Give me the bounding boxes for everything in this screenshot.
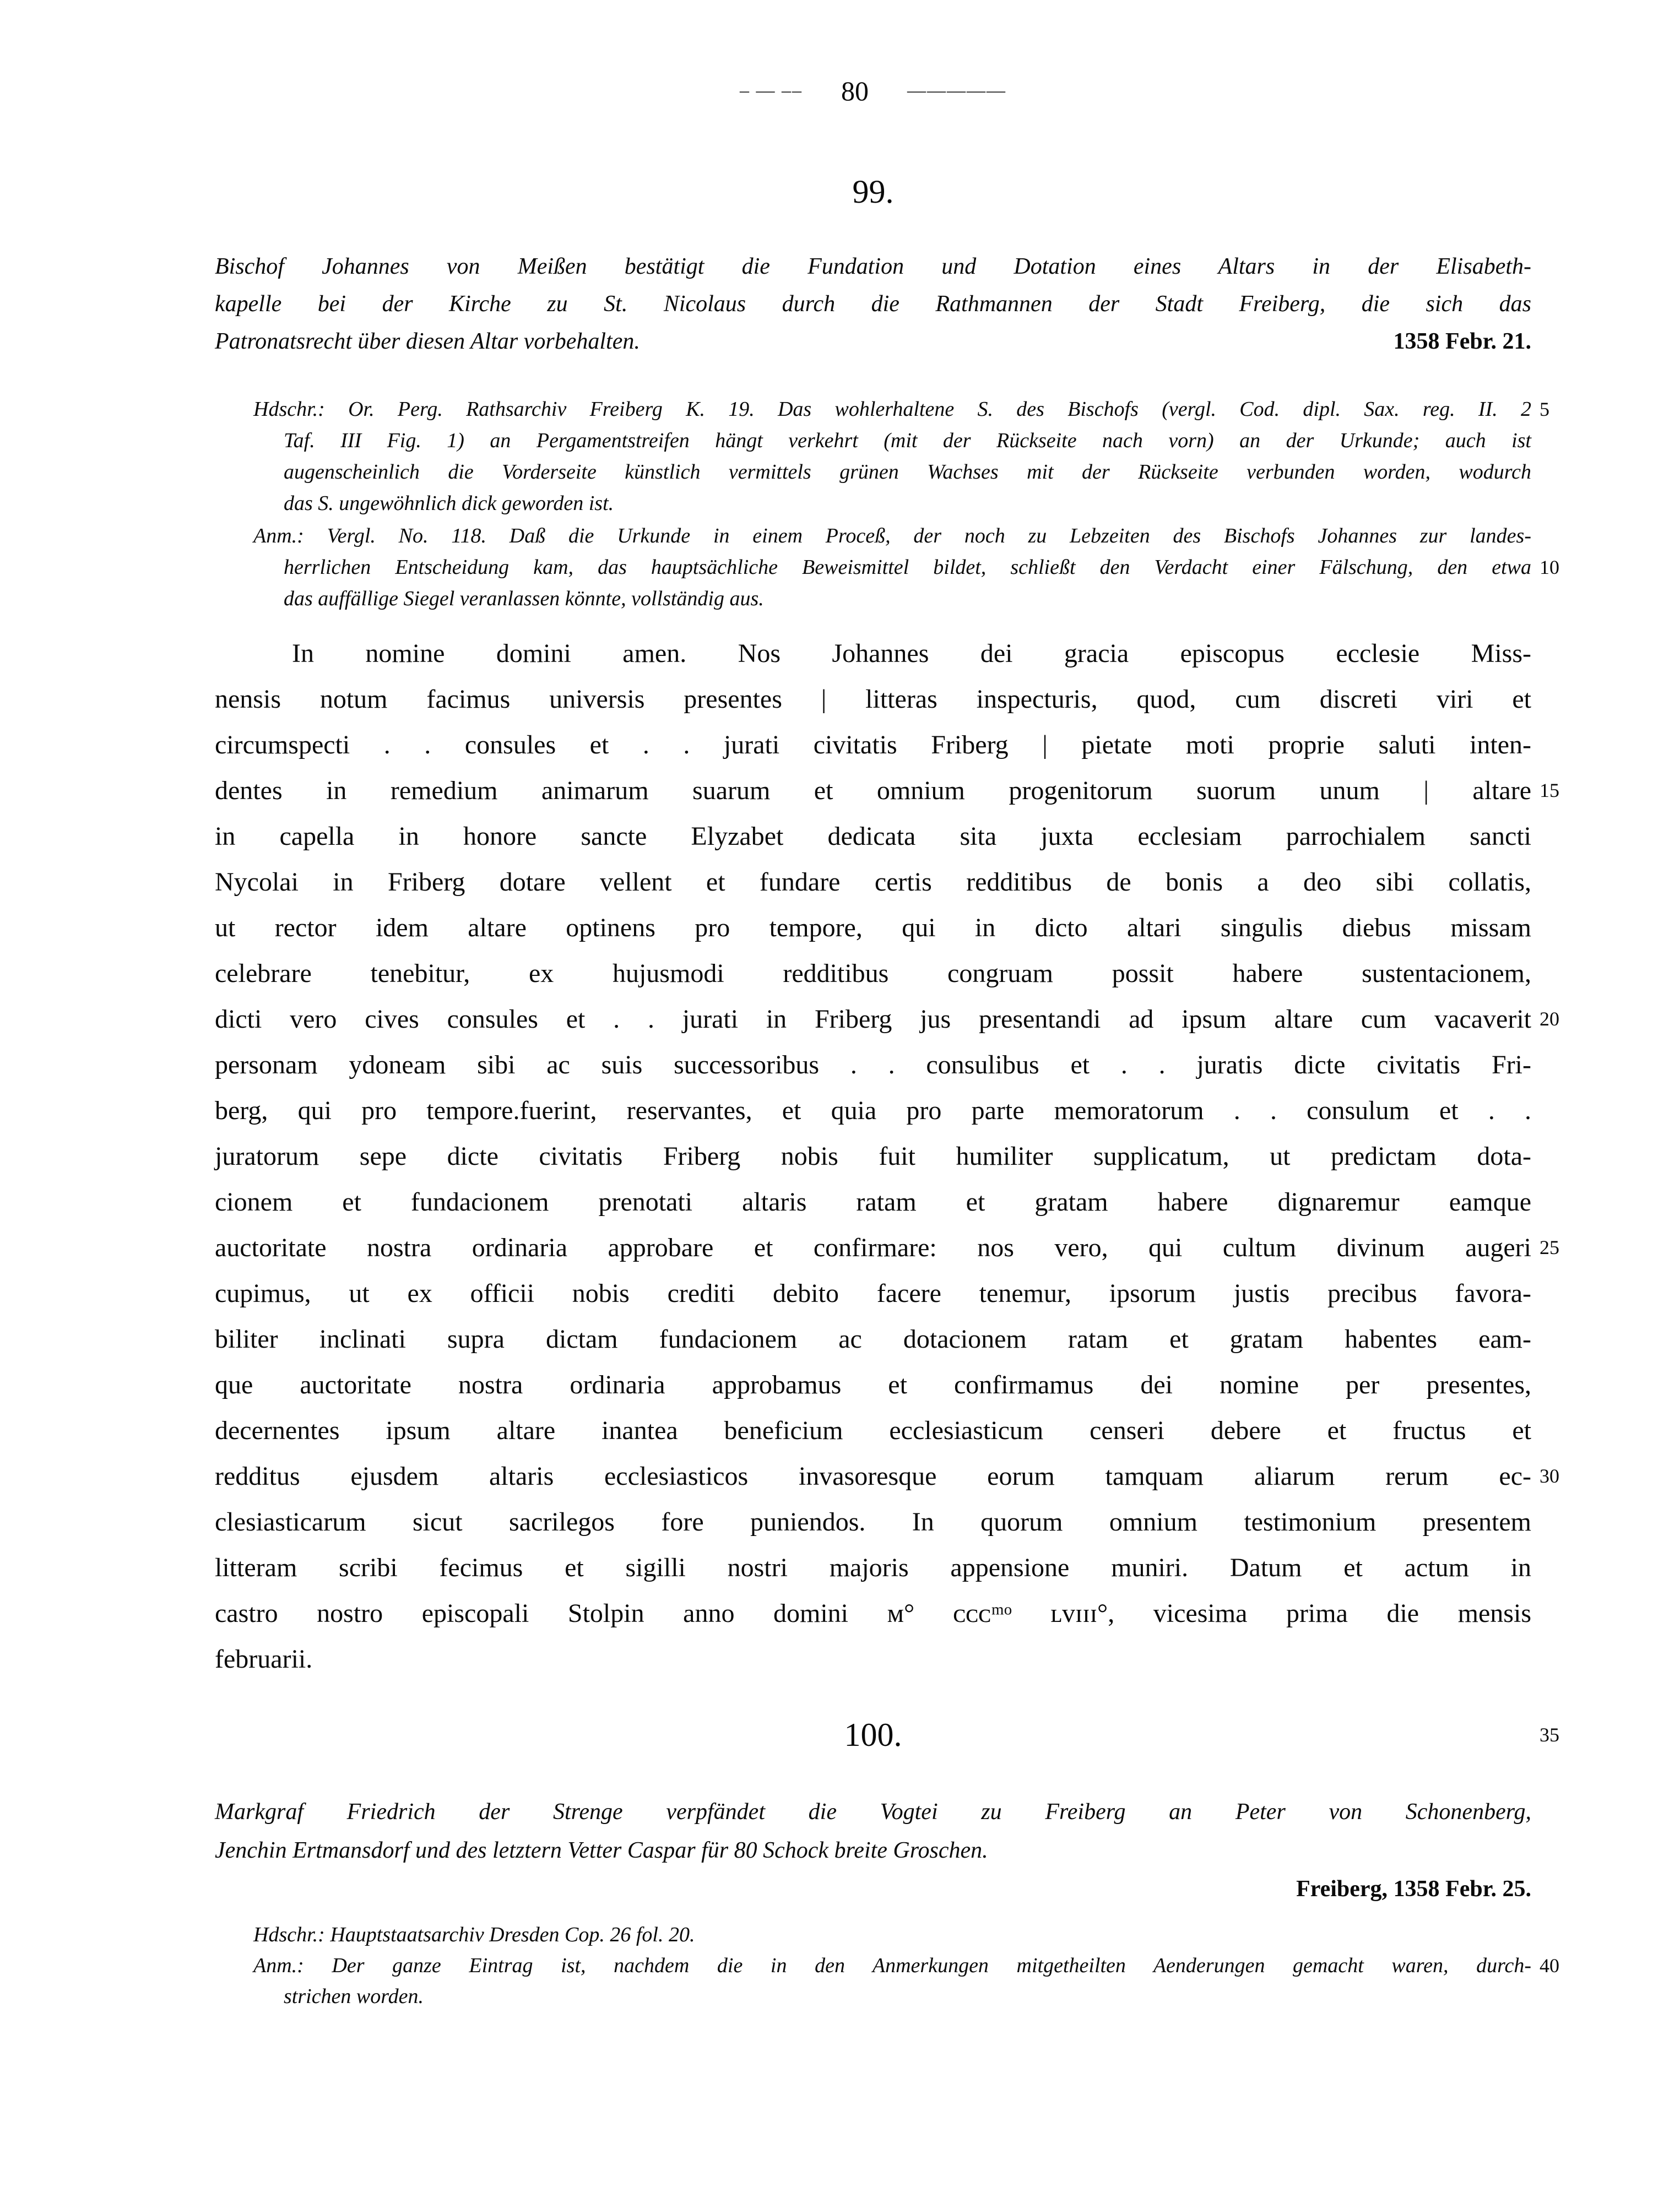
- entry-99-body-text: [215, 631, 1559, 1682]
- body-line: [215, 1545, 1531, 1591]
- body-line: [215, 813, 1531, 859]
- note-text: Anm.: Der ganze Eintrag ist, nachdem die in den Anmerkungen mitgetheilten Aenderungen gemacht waren, durch-: [253, 1954, 1531, 1977]
- margin-line-number: 20: [1540, 1008, 1559, 1030]
- margin-line-number: 40: [1540, 1955, 1559, 1977]
- body-text: celebrare tenebitur, ex hujusmodi redditibus congruam possit habere sustentacionem,: [215, 959, 1531, 988]
- note-text: augenscheinlich die Vorderseite künstlich vermittels grünen Wachses mit der Rückseite verbunden worden, wodurch: [284, 460, 1531, 484]
- body-text: personam ydoneam sibi ac suis successoribus . . consulibus et . . juratis dicte civitatis Fri-: [215, 1050, 1531, 1079]
- body-line: [215, 1362, 1531, 1408]
- regest-line: [215, 1870, 1531, 1908]
- body-text: clesiasticarum sicut sacrilegos fore puniendos. In quorum omnium testimonium presentem: [215, 1507, 1531, 1537]
- entry-100-heading: [215, 1713, 1559, 1757]
- margin-line-number: 15: [1540, 779, 1559, 801]
- body-line: [215, 1179, 1531, 1225]
- body-line: [215, 1408, 1531, 1453]
- note-text: Taf. III Fig. 1) an Pergamentstreifen hängt verkehrt (mit der Rückseite nach vorn) an der Urkunde; auch ist: [284, 429, 1531, 452]
- body-line: [215, 631, 1531, 676]
- body-line: [215, 1636, 1531, 1682]
- note-line: [253, 457, 1531, 488]
- regest-line: [215, 248, 1531, 285]
- body-text: cupimus, ut ex officii nobis crediti debito facere tenemur, ipsorum justis precibus favora-: [215, 1279, 1531, 1308]
- note-line: [253, 425, 1531, 457]
- note-text: Hdschr.: Hauptstaatsarchiv Dresden Cop. 26 fol. 20.: [253, 1923, 695, 1946]
- page-number: 80: [841, 75, 869, 106]
- note-line: [253, 552, 1559, 583]
- entry-99-anm-note: [253, 520, 1559, 615]
- body-text: litteram scribi fecimus et sigilli nostri majoris appensione muniri. Datum et actum in: [215, 1553, 1531, 1582]
- body-text: dentes in remedium animarum suarum et omnium progenitorum suorum unum | altare: [215, 776, 1531, 805]
- body-text: que auctoritate nostra ordinaria approbamus et confirmamus dei nomine per presentes,: [215, 1370, 1531, 1399]
- body-text: decernentes ipsum altare inantea beneficium ecclesiasticum censeri debere et fructus et: [215, 1416, 1531, 1445]
- body-text: In nomine domini amen. Nos Johannes dei gracia episcopus ecclesie Miss-: [292, 639, 1531, 668]
- entry-99-hdschr-note: [253, 394, 1549, 519]
- body-text: circumspecti . . consules et . . jurati civitatis Friberg | pietate moti proprie saluti inten-: [215, 730, 1531, 759]
- entry-99-regest: [215, 248, 1531, 360]
- note-line: [253, 1919, 1531, 1950]
- body-line: [215, 1591, 1531, 1636]
- entry-100-number: 100.: [844, 1717, 902, 1753]
- note-text: das S. ungewöhnlich dick geworden ist.: [284, 492, 614, 515]
- entry-100-regest: [215, 1793, 1531, 1908]
- entry-100-date: Freiberg, 1358 Febr. 25.: [1296, 1876, 1531, 1902]
- margin-line-number: 10: [1540, 556, 1559, 578]
- entry-99-date: 1358 Febr. 21.: [1393, 329, 1531, 354]
- note-line: [253, 488, 1531, 519]
- regest-line: [215, 285, 1531, 323]
- entry-99-heading: 99.: [852, 173, 894, 210]
- regest-line: [215, 1793, 1531, 1831]
- note-line: [253, 583, 1531, 615]
- note-text: Hdschr.: Or. Perg. Rathsarchiv Freiberg K. 19. Das wohlerhaltene S. des Bischofs (vergl. Cod. dipl. Sax. reg. II. 2: [253, 398, 1531, 421]
- body-line: [215, 1042, 1531, 1088]
- note-line: [253, 1950, 1559, 1981]
- note-line: [253, 520, 1531, 552]
- regest-line: [215, 323, 1531, 360]
- note-text: strichen worden.: [284, 1985, 424, 2008]
- regest-text: Jenchin Ertmansdorf und des letztern Vetter Caspar für 80 Schock breite Groschen.: [215, 1838, 988, 1863]
- body-text: februarii.: [215, 1644, 313, 1674]
- body-line: [215, 1316, 1531, 1362]
- note-text: Anm.: Vergl. No. 118. Daß die Urkunde in einem Proceß, der noch zu Lebzeiten des Bischofs Johannes zur landes-: [253, 524, 1531, 547]
- header-rule-right: —————: [907, 80, 1006, 101]
- note-line: [253, 1981, 1531, 2012]
- margin-line-number: 30: [1540, 1465, 1559, 1487]
- body-line: [215, 1499, 1531, 1545]
- body-line: [215, 859, 1531, 905]
- body-text: biliter inclinati supra dictam fundacionem ac dotacionem ratam et gratam habentes eam-: [215, 1325, 1531, 1354]
- body-line: [215, 1453, 1559, 1499]
- body-line: [215, 768, 1559, 813]
- entry-100-notes: [253, 1919, 1559, 2012]
- body-line: [215, 676, 1531, 722]
- regest-line: [215, 1831, 1531, 1870]
- margin-line-number: 5: [1540, 398, 1549, 420]
- body-text: cionem et fundacionem prenotati altaris ratam et gratam habere dignaremur eamque: [215, 1187, 1531, 1217]
- note-text: herrlichen Entscheidung kam, das hauptsächliche Beweismittel bildet, schließt den Verdacht einer Fälschung, den etwa: [284, 556, 1531, 579]
- body-text: castro nostro episcopali Stolpin anno domini ᴍ° ᴄᴄᴄᵐᵒ ʟᴠɪɪɪ°, vicesima prima die mensis: [215, 1599, 1531, 1628]
- body-line: [215, 951, 1531, 996]
- body-line: [215, 1225, 1559, 1271]
- regest-text: Patronatsrecht über diesen Altar vorbehalten.: [215, 329, 640, 354]
- regest-text: Bischof Johannes von Meißen bestätigt die Fundation und Dotation eines Altars in der Elisabeth-: [215, 254, 1531, 279]
- header-rule-left: – — ––: [740, 80, 803, 101]
- regest-text: kapelle bei der Kirche zu St. Nicolaus durch die Rathmannen der Stadt Freiberg, die sich das: [215, 291, 1531, 317]
- body-text: nensis notum facimus universis presentes | litteras inspecturis, quod, cum discreti viri et: [215, 685, 1531, 714]
- body-text: auctoritate nostra ordinaria approbare et confirmare: nos vero, qui cultum divinum augeri: [215, 1233, 1531, 1262]
- body-text: berg, qui pro tempore.fuerint, reservantes, et quia pro parte memoratorum . . consulum et . .: [215, 1096, 1531, 1125]
- body-line: [215, 1133, 1531, 1179]
- margin-line-number: 25: [1540, 1236, 1559, 1258]
- body-text: dicti vero cives consules et . . jurati in Friberg jus presentandi ad ipsum altare cum vacaverit: [215, 1005, 1531, 1034]
- page-header: [215, 72, 1531, 110]
- body-text: in capella in honore sancte Elyzabet dedicata sita juxta ecclesiam parrochialem sancti: [215, 822, 1531, 851]
- body-text: redditus ejusdem altaris ecclesiasticos invasoresque eorum tamquam aliarum rerum ec-: [215, 1462, 1531, 1491]
- body-line: [215, 996, 1559, 1042]
- body-text: ut rector idem altare optinens pro tempore, qui in dicto altari singulis diebus missam: [215, 913, 1531, 942]
- body-text: Nycolai in Friberg dotare vellent et fundare certis redditibus de bonis a deo sibi collatis,: [215, 867, 1531, 897]
- body-line: [215, 1271, 1531, 1316]
- body-line: [215, 1088, 1531, 1133]
- regest-text: Markgraf Friedrich der Strenge verpfändet die Vogtei zu Freiberg an Peter von Schonenberg,: [215, 1799, 1531, 1825]
- note-text: das auffällige Siegel veranlassen könnte, vollständig aus.: [284, 587, 764, 610]
- margin-line-number: 35: [1540, 1724, 1559, 1746]
- body-text: juratorum sepe dicte civitatis Friberg nobis fuit humiliter supplicatum, ut predictam dota-: [215, 1142, 1531, 1171]
- body-line: [215, 722, 1531, 768]
- note-line: [253, 394, 1549, 425]
- body-line: [215, 905, 1531, 951]
